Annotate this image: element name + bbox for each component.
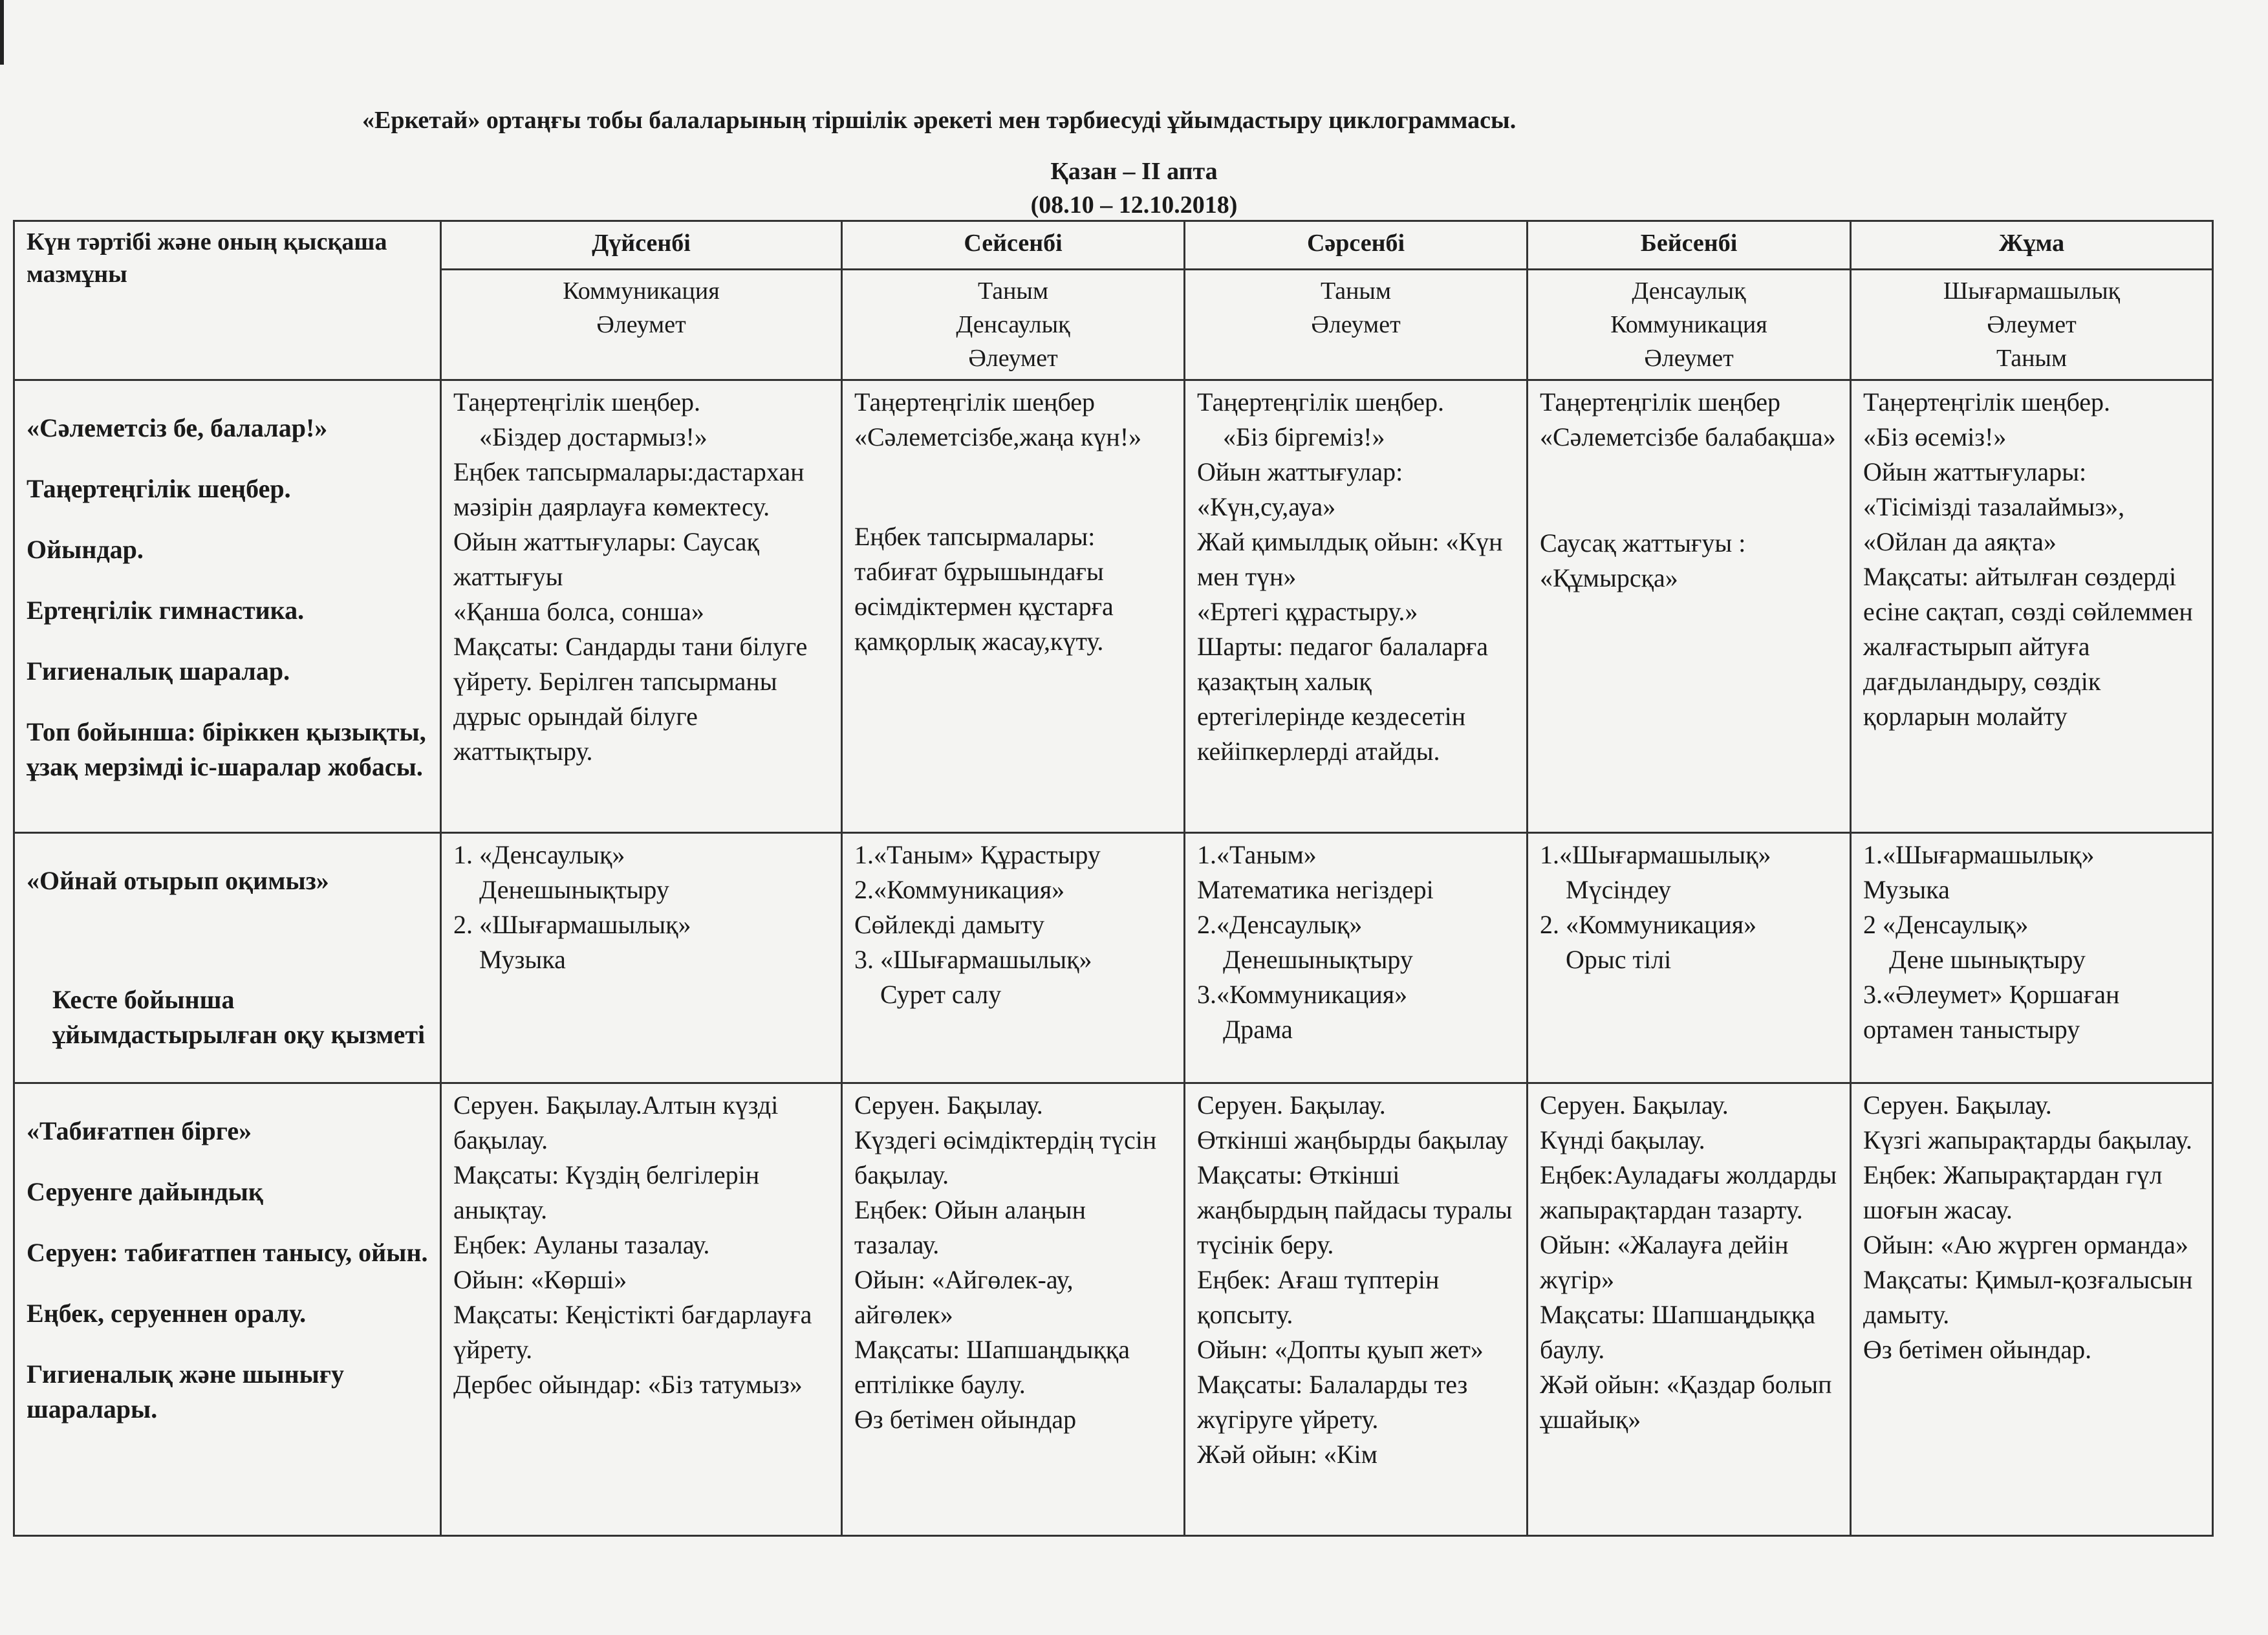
cell-line: Мақсаты: Шапшаңдыққа ептілікке баулу.: [854, 1335, 1130, 1399]
cell-line: Шарты: педагог балаларға қазақтың халық ертегілерінде кездесетін кейіпкерлерді атайды.: [1197, 632, 1488, 766]
label-line: «Ойнай отырып оқимыз»: [27, 866, 329, 895]
table-cell: [842, 380, 1185, 833]
table-row: [14, 380, 2213, 833]
cell-line: Серуен. Бақылау.: [1197, 1090, 1386, 1120]
cell-line: Таңертеңгілік шеңбер.: [453, 387, 701, 417]
cell-line: Еңбек: Ауланы тазалау.: [453, 1230, 710, 1259]
cell-line: 1.«Шығармашылық»: [1863, 840, 2095, 869]
table-cell: [441, 833, 842, 1083]
cell-line: Серуен. Бақылау.: [854, 1090, 1043, 1120]
cell-line: Ойын жаттығулары: Саусақ жаттығуы: [453, 527, 759, 591]
label-line: «Табиғатпен бірге»: [27, 1116, 252, 1145]
cell-line: Ойын: «Айгөлек-ау, айгөлек»: [854, 1265, 1074, 1329]
cell-line: Ойын: «Көрші»: [453, 1265, 627, 1294]
cell-line: Мақсаты: Өткінші жаңбырдың пайдасы туралы түсінік беру.: [1197, 1160, 1513, 1259]
cell-line: 3.«Коммуникация»: [1197, 980, 1408, 1009]
cell-line: Дербес ойындар: «Біз татумыз»: [453, 1370, 803, 1399]
day-header: Сәрсенбі: [1185, 221, 1528, 270]
cell-line: Музыка: [479, 945, 566, 974]
cell-line: «Біз өсеміз!»: [1863, 422, 2007, 451]
area-label: Денсаулық: [956, 311, 1070, 338]
label-line: Таңертеңгілік шеңбер.: [27, 474, 291, 503]
table-cell: [1528, 833, 1851, 1083]
cell-line: [1540, 455, 1838, 526]
area-label: Денсаулық: [1632, 277, 1746, 305]
row-label: [14, 380, 441, 833]
cell-line: 2. «Коммуникация»: [1540, 910, 1757, 939]
cell-line: Жәй ойын: «Қаздар болып ұшайық»: [1540, 1370, 1832, 1434]
cell-line: Өткінші жаңбырды бақылау: [1197, 1125, 1509, 1154]
cell-line: Еңбек:Ауладағы жолдарды жапырақтардан тазарту.: [1540, 1160, 1837, 1224]
day-header: Бейсенбі: [1528, 221, 1851, 270]
label-line: Серуенге дайындық: [27, 1177, 263, 1206]
label-line: Еңбек, серуеннен оралу.: [27, 1299, 307, 1328]
area-label: Шығармашылық: [1943, 277, 2121, 305]
table-row: [14, 833, 2213, 1083]
cell-line: Денешынықтыру: [1223, 945, 1413, 974]
cell-line: Өз бетімен ойындар.: [1863, 1335, 2092, 1364]
scan-edge: [0, 0, 4, 65]
table-cell: [1851, 1083, 2213, 1536]
area-label: Коммуникация: [563, 277, 720, 305]
cell-line: «Сәлеметсізбе,жаңа күн!»: [854, 422, 1142, 451]
cell-line: Таңертеңгілік шеңбер: [854, 387, 1096, 417]
row-label: [14, 1083, 441, 1536]
cell-line: Ойын: «Аю жүрген орманда»: [1863, 1230, 2188, 1259]
day-header: Дүйсенбі: [441, 221, 842, 270]
label-line: Ойындар.: [27, 535, 144, 564]
cell-line: «Ертегі құрастыру.»: [1197, 597, 1418, 626]
cell-line: Жай қимылдық ойын: «Күн мен түн»: [1197, 527, 1503, 591]
label-line: Ертеңгілік гимнастика.: [27, 596, 305, 625]
cell-line: Еңбек: Ойын алаңын тазалау.: [854, 1195, 1086, 1259]
cell-line: Мақсаты: айтылған сөздерді есіне сақтап, сөзді сөйлеммен жалғастырып айтуға дағдыландыру, сөздік қорларын молайту: [1863, 562, 2193, 731]
label-line: «Сәлеметсіз бе, балалар!»: [27, 413, 328, 442]
cell-line: 3. «Шығармашылық»: [854, 945, 1092, 974]
cell-line: Мақсаты: Сандарды тани білуге үйрету. Берілген тапсырманы дұрыс орындай білуге жаттықтыру.: [453, 632, 808, 766]
cell-line: Ойын: «Жалауға дейін жүгір»: [1540, 1230, 1789, 1294]
cell-line: Өз бетімен ойындар: [854, 1405, 1077, 1434]
label-line: Кесте бойынша ұйымдастырылған оқу қызметі: [52, 985, 426, 1049]
cell-line: Таңертеңгілік шеңбер.: [1863, 387, 2111, 417]
day-header: Жұма: [1851, 221, 2213, 270]
cell-line: «Тісімізді тазалаймыз», «Ойлан да аяқта»: [1863, 492, 2125, 556]
table-cell: [1185, 833, 1528, 1083]
label-line: Гигиеналық шаралар.: [27, 656, 290, 686]
area-label: Әлеумет: [596, 311, 686, 338]
cell-line: 3.«Әлеумет» Қоршаған ортамен таныстыру: [1863, 980, 2120, 1044]
area-label: Әлеумет: [1987, 311, 2077, 338]
cell-line: Күзгі жапырақтарды бақылау.: [1863, 1125, 2192, 1154]
cell-line: «Сәлеметсізбе балабақша»: [1540, 422, 1836, 451]
cell-line: Күздегі өсімдіктердің түсін бақылау.: [854, 1125, 1157, 1189]
day-areas: [842, 270, 1185, 380]
table-cell: [1185, 380, 1528, 833]
cell-line: Мақсаты: Шапшаңдыққа баулу.: [1540, 1300, 1815, 1364]
cell-line: Сурет салу: [880, 980, 1002, 1009]
cell-line: 2. «Шығармашылық»: [453, 910, 691, 939]
document-dates: (08.10 – 12.10.2018): [1030, 191, 1238, 219]
label-line: Серуен: табиғатпен танысу, ойын.: [27, 1238, 428, 1267]
cell-line: Сөйлекді дамыту: [854, 910, 1044, 939]
document-subtitle: Қазан – ІІ апта: [1050, 158, 1218, 185]
cell-line: Серуен. Бақылау.Алтын күзді бақылау.: [453, 1090, 779, 1154]
table-cell: [441, 380, 842, 833]
cell-line: Таңертеңгілік шеңбер: [1540, 387, 1781, 417]
table-row: [14, 1083, 2213, 1536]
cell-line: Музыка: [1863, 875, 1950, 904]
table-cell: [441, 1083, 842, 1536]
cell-line: 1.«Таным»: [1197, 840, 1317, 869]
header-row: [14, 221, 2213, 270]
cell-line: 2 «Денсаулық»: [1863, 910, 2029, 939]
area-label: Таным: [977, 277, 1049, 305]
day-areas: [1185, 270, 1528, 380]
cell-line: Саусақ жаттығуы :: [1540, 528, 1746, 558]
table-cell: [1851, 833, 2213, 1083]
row-label: [14, 833, 441, 1083]
corner-header: Күн тәртібі және оның қысқаша мазмұны: [14, 221, 441, 380]
cell-line: Мақсаты: Қимыл-қозғалысын дамыту.: [1863, 1265, 2193, 1329]
table-cell: [1528, 380, 1851, 833]
label-line: Топ бойынша: біріккен қызықты, ұзақ мерзімді іс-шаралар жобасы.: [27, 717, 426, 781]
cell-line: Орыс тілі: [1566, 945, 1672, 974]
cell-line: Еңбек: Ағаш түптерін қопсыту.: [1197, 1265, 1440, 1329]
area-label: Әлеумет: [1311, 311, 1401, 338]
cell-line: «Қанша болса, сонша»: [453, 597, 704, 626]
area-label: Әлеумет: [968, 345, 1058, 372]
day-header: Сейсенбі: [842, 221, 1185, 270]
cell-line: Серуен. Бақылау.: [1863, 1090, 2052, 1120]
area-label: Таным: [1996, 345, 2068, 372]
day-areas: [1851, 270, 2213, 380]
table-cell: [1185, 1083, 1528, 1536]
cell-line: 1. «Денсаулық»: [453, 840, 625, 869]
table-cell: [842, 833, 1185, 1083]
cell-line: Мақсаты: Күздің белгілерін анықтау.: [453, 1160, 760, 1224]
area-label: Таным: [1320, 277, 1392, 305]
cell-line: Еңбек: Жапырақтардан гүл шоғын жасау.: [1863, 1160, 2163, 1224]
cell-line: Күнді бақылау.: [1540, 1125, 1705, 1154]
document-title: «Еркетай» ортаңғы тобы балаларының тіршілік әрекеті мен тәрбиесуді ұйымдастыру циклограммасы.: [362, 107, 1517, 134]
cell-line: Мақсаты: Балаларды тез жүгіруге үйрету.: [1197, 1370, 1468, 1434]
cell-line: Еңбек тапсырмалары:дастархан мәзірін даярлауға көмектесу.: [453, 457, 805, 521]
cell-line: «Құмырсқа»: [1540, 563, 1678, 592]
cell-line: Ойын: «Допты қуып жет»: [1197, 1335, 1484, 1364]
cell-line: Мақсаты: Кеңістікті бағдарлауға үйрету.: [453, 1300, 812, 1364]
cell-line: Ойын жаттығулар: «Күн,су,ауа»: [1197, 457, 1403, 521]
cell-line: Мүсіндеу: [1566, 875, 1671, 904]
cell-line: 2.«Денсаулық»: [1197, 910, 1363, 939]
table-cell: [1528, 1083, 1851, 1536]
cell-line: [854, 455, 1172, 519]
label-line: [27, 924, 428, 957]
cell-line: Таңертеңгілік шеңбер.: [1197, 387, 1445, 417]
cell-line: Денешынықтыру: [479, 875, 669, 904]
cyclogram-table: [13, 220, 2214, 1537]
cell-line: 1.«Шығармашылық»: [1540, 840, 1771, 869]
cell-line: Математика негіздері: [1197, 875, 1434, 904]
cell-line: «Біздер достармыз!»: [479, 422, 707, 451]
label-line: Гигиеналық және шынығу шаралары.: [27, 1359, 345, 1424]
cell-line: Драма: [1223, 1015, 1293, 1044]
table-cell: [842, 1083, 1185, 1536]
cell-line: 2.«Коммуникация»: [854, 875, 1065, 904]
cell-line: Жәй ойын: «Кім: [1197, 1440, 1377, 1469]
cell-line: Серуен. Бақылау.: [1540, 1090, 1729, 1120]
day-areas: [441, 270, 842, 380]
cell-line: «Біз біргеміз!»: [1223, 422, 1385, 451]
cell-line: Ойын жаттығулары:: [1863, 457, 2087, 486]
table-cell: [1851, 380, 2213, 833]
day-areas: [1528, 270, 1851, 380]
cell-line: Дене шынықтыру: [1889, 945, 2086, 974]
area-label: Коммуникация: [1610, 311, 1767, 338]
cell-line: Еңбек тапсырмалары: табиғат бұрышындағы өсімдіктермен құстарға қамқорлық жасау,күту.: [854, 522, 1114, 656]
area-label: Әлеумет: [1644, 345, 1734, 372]
cell-line: 1.«Таным» Құрастыру: [854, 840, 1101, 869]
